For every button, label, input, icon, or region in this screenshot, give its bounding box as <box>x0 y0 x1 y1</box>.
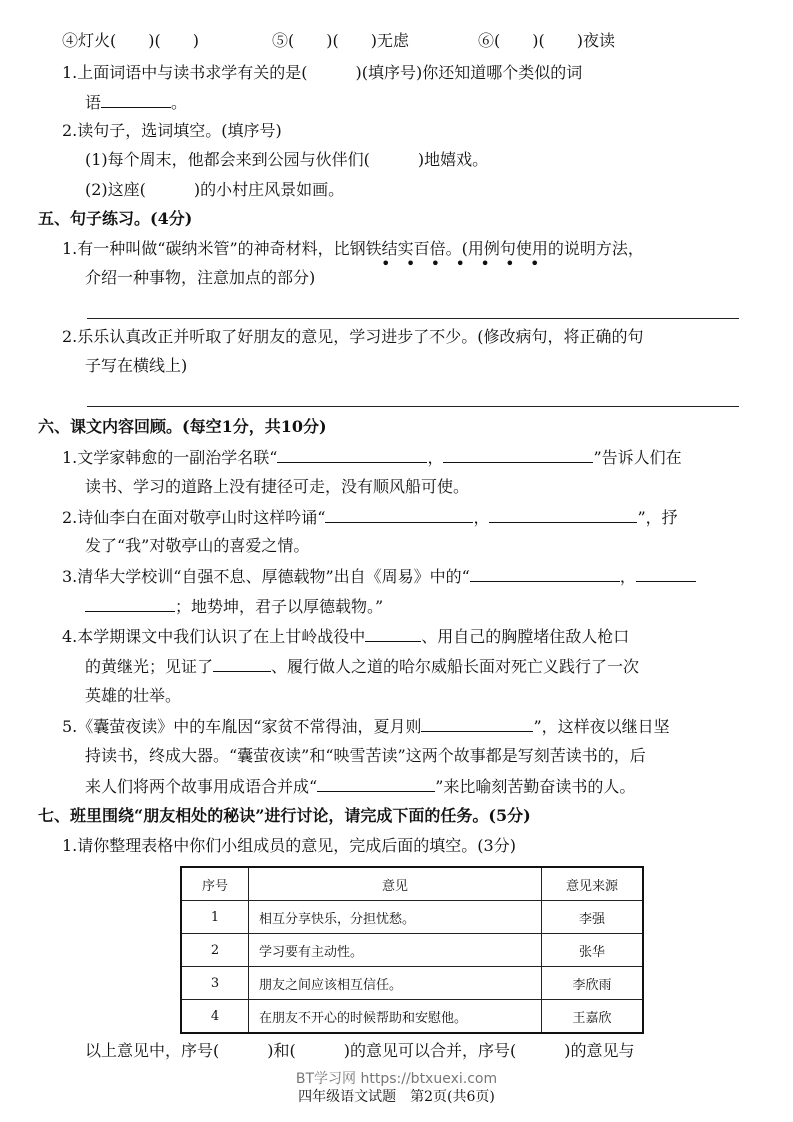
row-number: 1 <box>181 901 249 934</box>
row-source: 王嘉欣 <box>542 1000 644 1034</box>
answer-line-5-1[interactable] <box>87 318 739 319</box>
answer-blank[interactable] <box>101 91 171 108</box>
table-row <box>181 1000 643 1034</box>
row-source: 李欣雨 <box>542 967 644 1000</box>
q6-1-line2: 读书、学习的道路上没有捷径可走，没有顺风船可使。 <box>85 477 470 496</box>
row-source: 李强 <box>542 901 644 934</box>
table-row <box>181 934 643 967</box>
answer-blank[interactable] <box>365 625 421 642</box>
col-header-number: 序号 <box>181 867 249 901</box>
answer-blank[interactable] <box>470 565 620 582</box>
q6-3-line1: 3.清华大学校训“自强不息、厚德载物”出自《周易》中的“ ， <box>62 565 696 588</box>
q5-2-line1: 2.乐乐认真改正并听取了好朋友的意见，学习进步了不少。(修改病句，将正确的句 <box>62 327 644 346</box>
answer-blank[interactable] <box>443 446 593 463</box>
row-number: 2 <box>181 934 249 967</box>
q6-3-line2: ；地势坤，君子以厚德载物。” <box>85 595 383 618</box>
q5-2-line2: 子写在横线上) <box>85 356 188 375</box>
row-source: 张华 <box>542 934 644 967</box>
answer-line-5-2[interactable] <box>87 406 739 407</box>
col-header-opinion: 意见 <box>249 867 542 901</box>
q4-2-sentence-1: (1)每个周末，他都会来到公园与伙伴们( )地嬉戏。 <box>85 150 489 169</box>
section-7-heading: 七、班里围绕“朋友相处的秘诀”进行讨论，请完成下面的任务。(5分) <box>38 806 531 825</box>
q6-5-line1: 5.《囊萤夜读》中的车胤因“家贫不常得油，夏月则 ”，这样夜以继日坚 <box>62 717 670 736</box>
q6-4-line3: 英雄的壮举。 <box>85 686 182 705</box>
row-opinion: 朋友之间应该相互信任。 <box>249 967 542 1000</box>
page-footer: 四年级语文试题 第2页(共6页) <box>298 1089 495 1105</box>
table-header-row <box>181 867 643 901</box>
q6-2-line1: 2.诗仙李白在面对敬亭山时这样吟诵“ ， ”，抒 <box>62 508 678 527</box>
answer-blank[interactable] <box>325 506 473 523</box>
row-opinion: 在朋友不开心的时候帮助和安慰他。 <box>249 1000 542 1034</box>
col-header-source: 意见来源 <box>542 867 644 901</box>
q6-5-line3: 来人们将两个故事用成语合并成“ ”来比喻刻苦勤奋读书的人。 <box>85 777 636 796</box>
q6-1-line1: 1.文学家韩愈的一副治学名联“ ， ”告诉人们在 <box>62 448 682 467</box>
section-5-heading: 五、句子练习。(4分) <box>38 209 193 228</box>
q4-1-line1: 1.上面词语中与读书求学有关的是( )(填序号)你还知道哪个类似的词 <box>62 63 583 82</box>
q5-1-line2: 介绍一种事物，注意加点的部分) <box>85 268 316 287</box>
q6-5-line2: 持读书，终成大器。“囊萤夜读”和“映雪苦读”这两个故事都是写刻苦读书的，后 <box>85 746 646 765</box>
watermark: BT学习网 https://btxuexi.com <box>295 1071 498 1087</box>
q5-1-line1: 1.有一种叫做“碳纳米管”的神奇材料，比钢铁结实百倍。(用例句使用的说明方法， <box>62 239 644 258</box>
q7-1-followup: 以上意见中，序号( )和( )的意见可以合并，序号( )的意见与 <box>85 1041 635 1060</box>
row-number: 4 <box>181 1000 249 1034</box>
row-number: 3 <box>181 967 249 1000</box>
answer-blank[interactable] <box>85 595 175 612</box>
answer-blank[interactable] <box>213 655 271 672</box>
q6-2-line2: 发了“我”对敬亭山的喜爱之情。 <box>85 536 310 555</box>
answer-blank[interactable] <box>489 506 637 523</box>
word-item-5: ⑤( )( )无虑 <box>272 31 409 50</box>
opinion-table <box>180 866 644 1034</box>
row-opinion: 学习要有主动性。 <box>249 934 542 967</box>
q4-2-title: 2.读句子，选词填空。(填序号) <box>62 121 282 140</box>
table-row <box>181 901 643 934</box>
q4-1-line2: 语 。 <box>85 93 188 112</box>
answer-blank[interactable] <box>636 565 696 582</box>
word-item-6: ⑥( )( )夜读 <box>478 31 615 50</box>
q6-4-line2: 的黄继光；见证了 、履行做人之道的哈尔威船长面对死亡义践行了一次 <box>85 657 640 676</box>
answer-blank[interactable] <box>277 446 427 463</box>
section-6-heading: 六、课文内容回顾。(每空1分，共10分) <box>38 417 327 436</box>
table-row <box>181 967 643 1000</box>
q7-1: 1.请你整理表格中你们小组成员的意见，完成后面的填空。(3分) <box>62 836 516 855</box>
q4-2-sentence-2: (2)这座( )的小村庄风景如画。 <box>85 180 345 199</box>
answer-blank[interactable] <box>317 775 435 792</box>
word-item-4: ④灯火( )( ) <box>62 31 199 50</box>
row-opinion: 相互分享快乐，分担忧愁。 <box>249 901 542 934</box>
q6-4-line1: 4.本学期课文中我们认识了在上甘岭战役中 、用自己的胸膛堵住敌人枪口 <box>62 627 630 646</box>
emphasis-dots: ••••••• <box>381 254 555 273</box>
answer-blank[interactable] <box>421 715 533 732</box>
